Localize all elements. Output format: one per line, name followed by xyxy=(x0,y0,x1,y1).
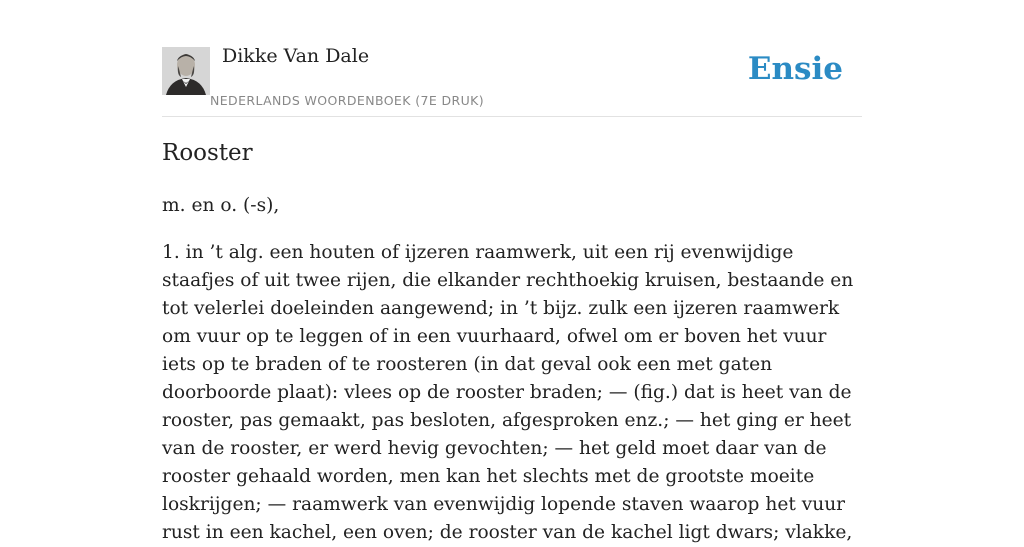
portrait-icon xyxy=(162,47,210,95)
entry-grammar: m. en o. (-s), xyxy=(162,195,280,216)
source-label[interactable]: NEDERLANDS WOORDENBOEK (7E DRUK) xyxy=(210,93,485,108)
author-avatar[interactable] xyxy=(162,47,210,95)
entry-definition: 1. in ’t alg. een houten of ijzeren raamwerk, uit een rij evenwijdige staafjes of uit twee rijen, die elkander rechthoekig kruisen, bestaande en tot velerlei doeleinden aangewend; in ’t bijz. zulk een ijzeren raamwerk om vuur op te leggen of in een vuurhaard, ofwel om er boven het vuur iets op te braden of te roosteren (in dat geval ook een met gaten doorboorde plaat): vlees op de rooster braden; — (fig.) dat is heet van de rooster, pas gemaakt, pas besloten, afgesproken enz.; — het ging er heet van de rooster, er werd hevig gevochten; — het geld moet daar van de rooster gehaald worden, men kan het slechts met de grootste moeite loskrijgen; — raamwerk van evenwijdig lopende staven waarop het vuur rust in een kachel, een oven; de rooster van de kachel ligt dwars; vlakke, xyxy=(162,242,854,543)
author-name[interactable]: Dikke Van Dale xyxy=(222,45,370,67)
entry-title: Rooster xyxy=(162,140,253,166)
page-container xyxy=(162,0,862,117)
header xyxy=(162,0,862,117)
brand-logo[interactable]: Ensie xyxy=(747,51,843,87)
